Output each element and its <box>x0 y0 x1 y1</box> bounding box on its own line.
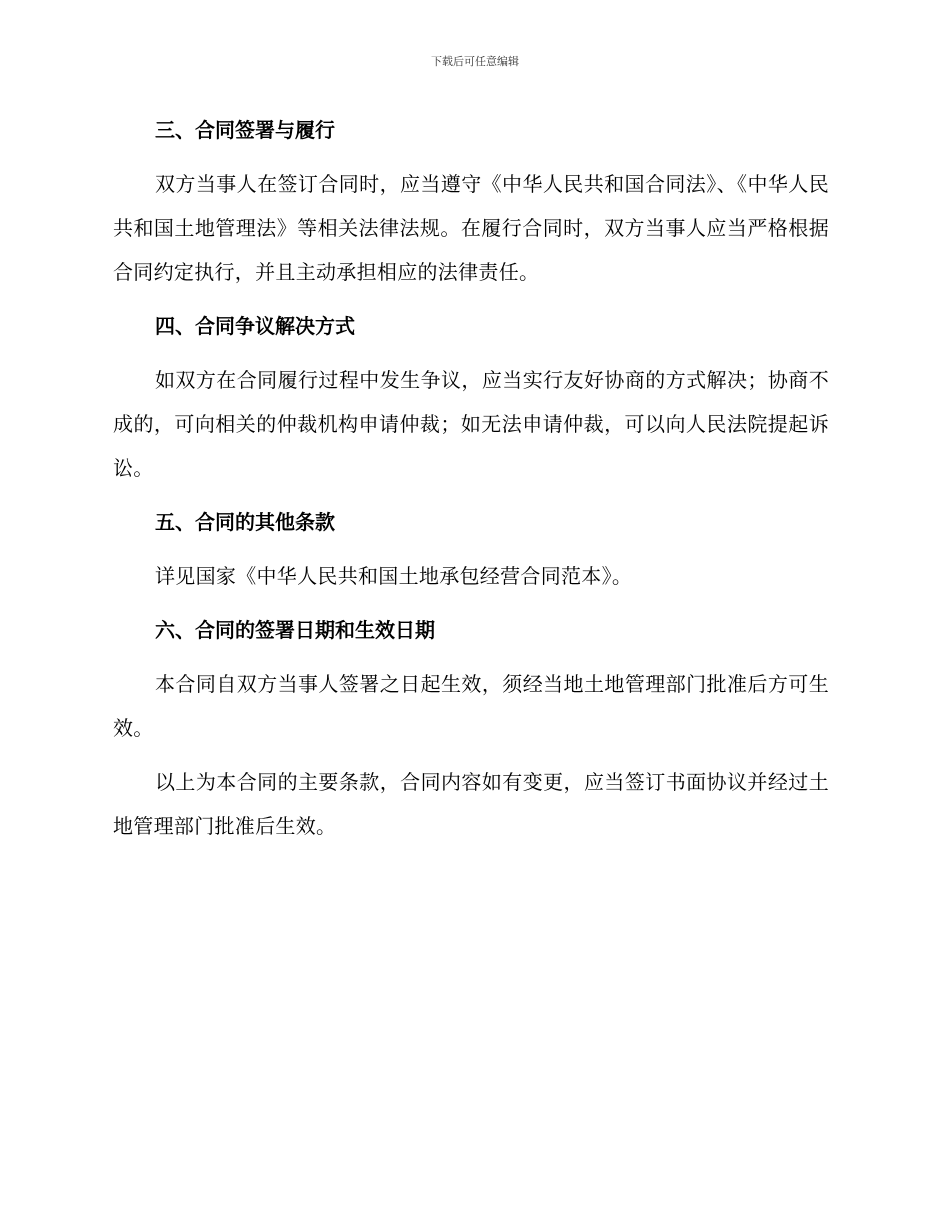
section-paragraph-amendments: 以上为本合同的主要条款，合同内容如有变更，应当签订书面协议并经过土地管理部门批准后生效。 <box>113 770 829 838</box>
section-paragraph-other-terms: 详见国家《中华人民共和国土地承包经营合同范本》。 <box>155 564 633 588</box>
section-heading-dispute: 四、合同争议解决方式 <box>155 314 355 338</box>
document-body <box>113 108 829 858</box>
section-paragraph-dispute: 如双方在合同履行过程中发生争议，应当实行友好协商的方式解决；协商不成的，可向相关的仲裁机构申请仲裁；如无法申请仲裁，可以向人民法院提起诉讼。 <box>113 368 829 480</box>
section-paragraph-signing: 双方当事人在签订合同时，应当遵守《中华人民共和国合同法》、《中华人民共和国土地管理法》等相关法律法规。在履行合同时，双方当事人应当严格根据合同约定执行，并且主动承担相应的法律责任。 <box>113 172 829 284</box>
section-heading-signing: 三、合同签署与履行 <box>155 118 335 142</box>
section-heading-other-terms: 五、合同的其他条款 <box>155 510 335 534</box>
section-paragraph-effective-date: 本合同自双方当事人签署之日起生效，须经当地土地管理部门批准后方可生效。 <box>113 672 829 740</box>
page-header: 下载后可任意编辑 <box>431 55 519 68</box>
section-heading-effective-date: 六、合同的签署日期和生效日期 <box>155 618 435 642</box>
